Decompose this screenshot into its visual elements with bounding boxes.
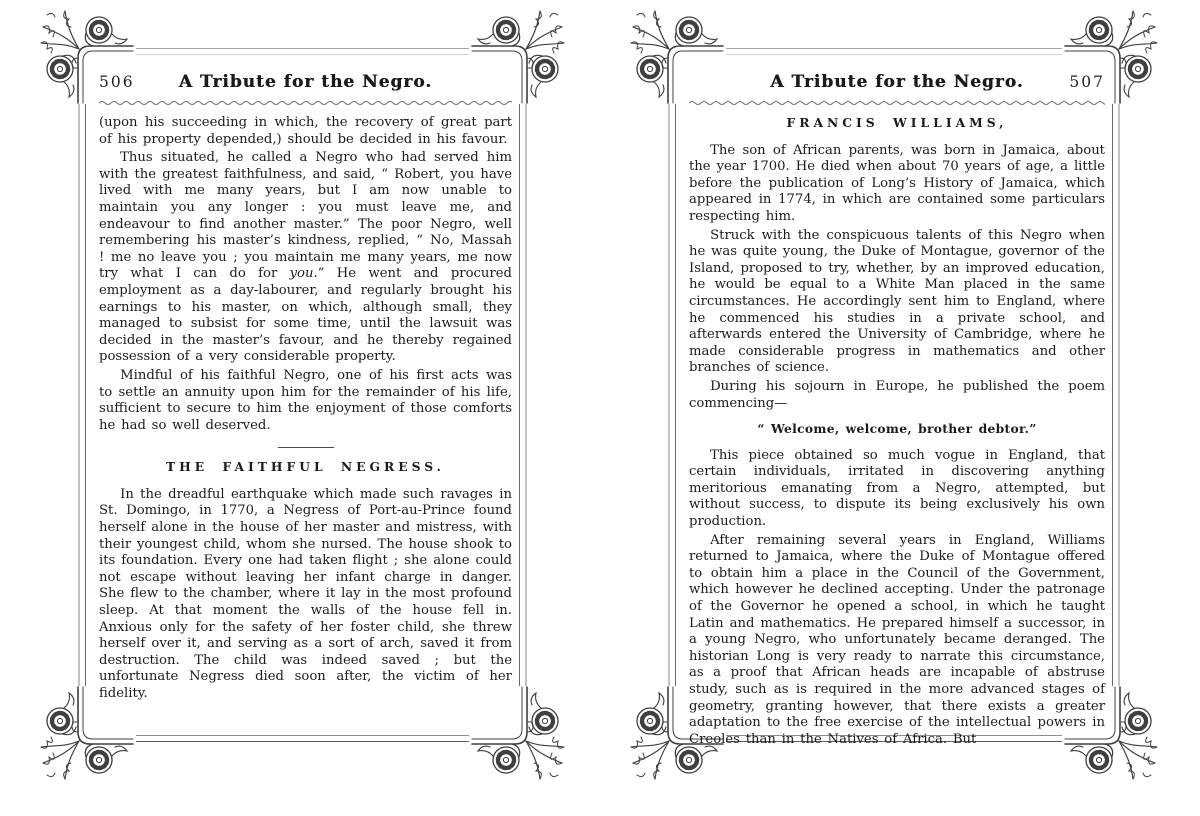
paragraph-segment: Thus situated, he called a Negro who had served him with the greatest faithfulness, and said, “ Robert, you have lived with me many years, but I am now unable to maintain you any longer : you must leave me, and endeavour to find another master.” The poor Negro, well remembering his master’s kindness, replied, “ No, Massah ! me no leave you ; you maintain me many years, me now try what I can do for (99, 150, 512, 282)
wavy-rule (99, 99, 512, 106)
running-title: A Tribute for the Negro. (770, 72, 1024, 92)
frame-rail-bottom (136, 735, 469, 742)
paragraph: This piece obtained so much vogue in England, that certain individuals, irritated in discovering anything meritorious emanating from a Negro, attempted, but without success, to dispute its being exclusively his own production. (689, 447, 1105, 530)
body-text (689, 115, 1105, 748)
section-heading: FRANCIS WILLIAMS, (786, 115, 1008, 130)
italic-word: you (289, 266, 314, 282)
page-506 (78, 48, 527, 742)
frame-rail-right (519, 104, 527, 686)
paragraph: The son of African parents, was born in Jamaica, about the year 1700. He died when about 70 years of age, a little before the publication of Long’s History of Jamaica, which appeared in 1774, in which are contained some particulars respecting him. (689, 142, 1105, 224)
paragraph: Struck with the conspicuous talents of this Negro when he was quite young, the Duke of Montague, governor of the Island, proposed to try, whether, by an improved education, he would be equal to a White Man placed in the same circumstances. He accordingly sent him to England, where he commenced his studies in a private school, and afterwards entered the University of Cambridge, where he made considerable progress in mathematics and other branches of science. (689, 227, 1105, 376)
paragraph: After remaining several years in England, Williams returned to Jamaica, where the Duke of Montague offered to obtain him a place in the Council of the Government, which however he declined accepting. Under the patronage of the Governor he opened a school, in which he taught Latin and mathematics. He prepared himself a successor, in a young Negro, who unfortunately became deranged. The historian Long is very ready to narrate this circumstance, as a proof that African heads are incapable of abstruse study, such as is required in the more advanced stages of geometry, granting however, that there exists a greater adaptation to the free exercise of the intellectual powers in Creoles than in the Natives of Africa. But (689, 532, 1105, 747)
page-content (689, 54, 1105, 747)
paragraph: In the dreadful earthquake which made such ravages in St. Domingo, in 1770, a Negress of Port-au-Prince found herself alone in the house of her master and mistress, with their youngest child, whom she nursed. The house shook to its foundation. Every one had taken flight ; she alone could not escape without leaving her infant charge in danger. She flew to the chamber, where it lay in the most profound sleep. At that moment the walls of the house fell in. Anxious only for the safety of her foster child, she threw herself over it, and serving as a sort of arch, saved it from destruction. The child was indeed saved ; but the unfortunate Negress died soon after, the victim of her fidelity. (99, 486, 512, 701)
frame-rail-right (1112, 104, 1120, 686)
page-number: 507 (1069, 73, 1105, 91)
running-title: A Tribute for the Negro. (178, 72, 433, 92)
page-content (99, 54, 512, 732)
page-507 (668, 48, 1120, 747)
page-number: 506 (99, 73, 135, 91)
paragraph: During his sojourn in Europe, he published the poem commencing— (689, 378, 1105, 411)
paragraph: Mindful of his faithful Negro, one of his first acts was to settle an annuity upon him for the remainder of his life, sufficient to secure to him the enjoyment of those comforts he had so well deserved. (99, 367, 512, 433)
frame-rail-left (78, 104, 86, 686)
section-heading: THE FAITHFUL NEGRESS. (166, 459, 445, 475)
paragraph-segment: .” He went and procured employment as a day-labourer, and regularly brought his earnings to his master, on which, although small, they managed to subsist for some time, until the lawsuit was decided in the master’s favour, and he thereby regained possession of a very considerable property. (99, 266, 512, 365)
body-text (99, 115, 512, 703)
poem-quote: “ Welcome, welcome, brother debtor.” (757, 421, 1037, 437)
paragraph (99, 150, 512, 366)
running-head (689, 72, 1105, 92)
section-divider-rule (278, 447, 334, 448)
paragraph: (upon his succeeding in which, the recovery of great part of his property depended,) should be decided in his favour. (99, 115, 512, 147)
running-head (99, 72, 512, 92)
wavy-rule (689, 99, 1105, 106)
frame-rail-left (668, 104, 676, 686)
